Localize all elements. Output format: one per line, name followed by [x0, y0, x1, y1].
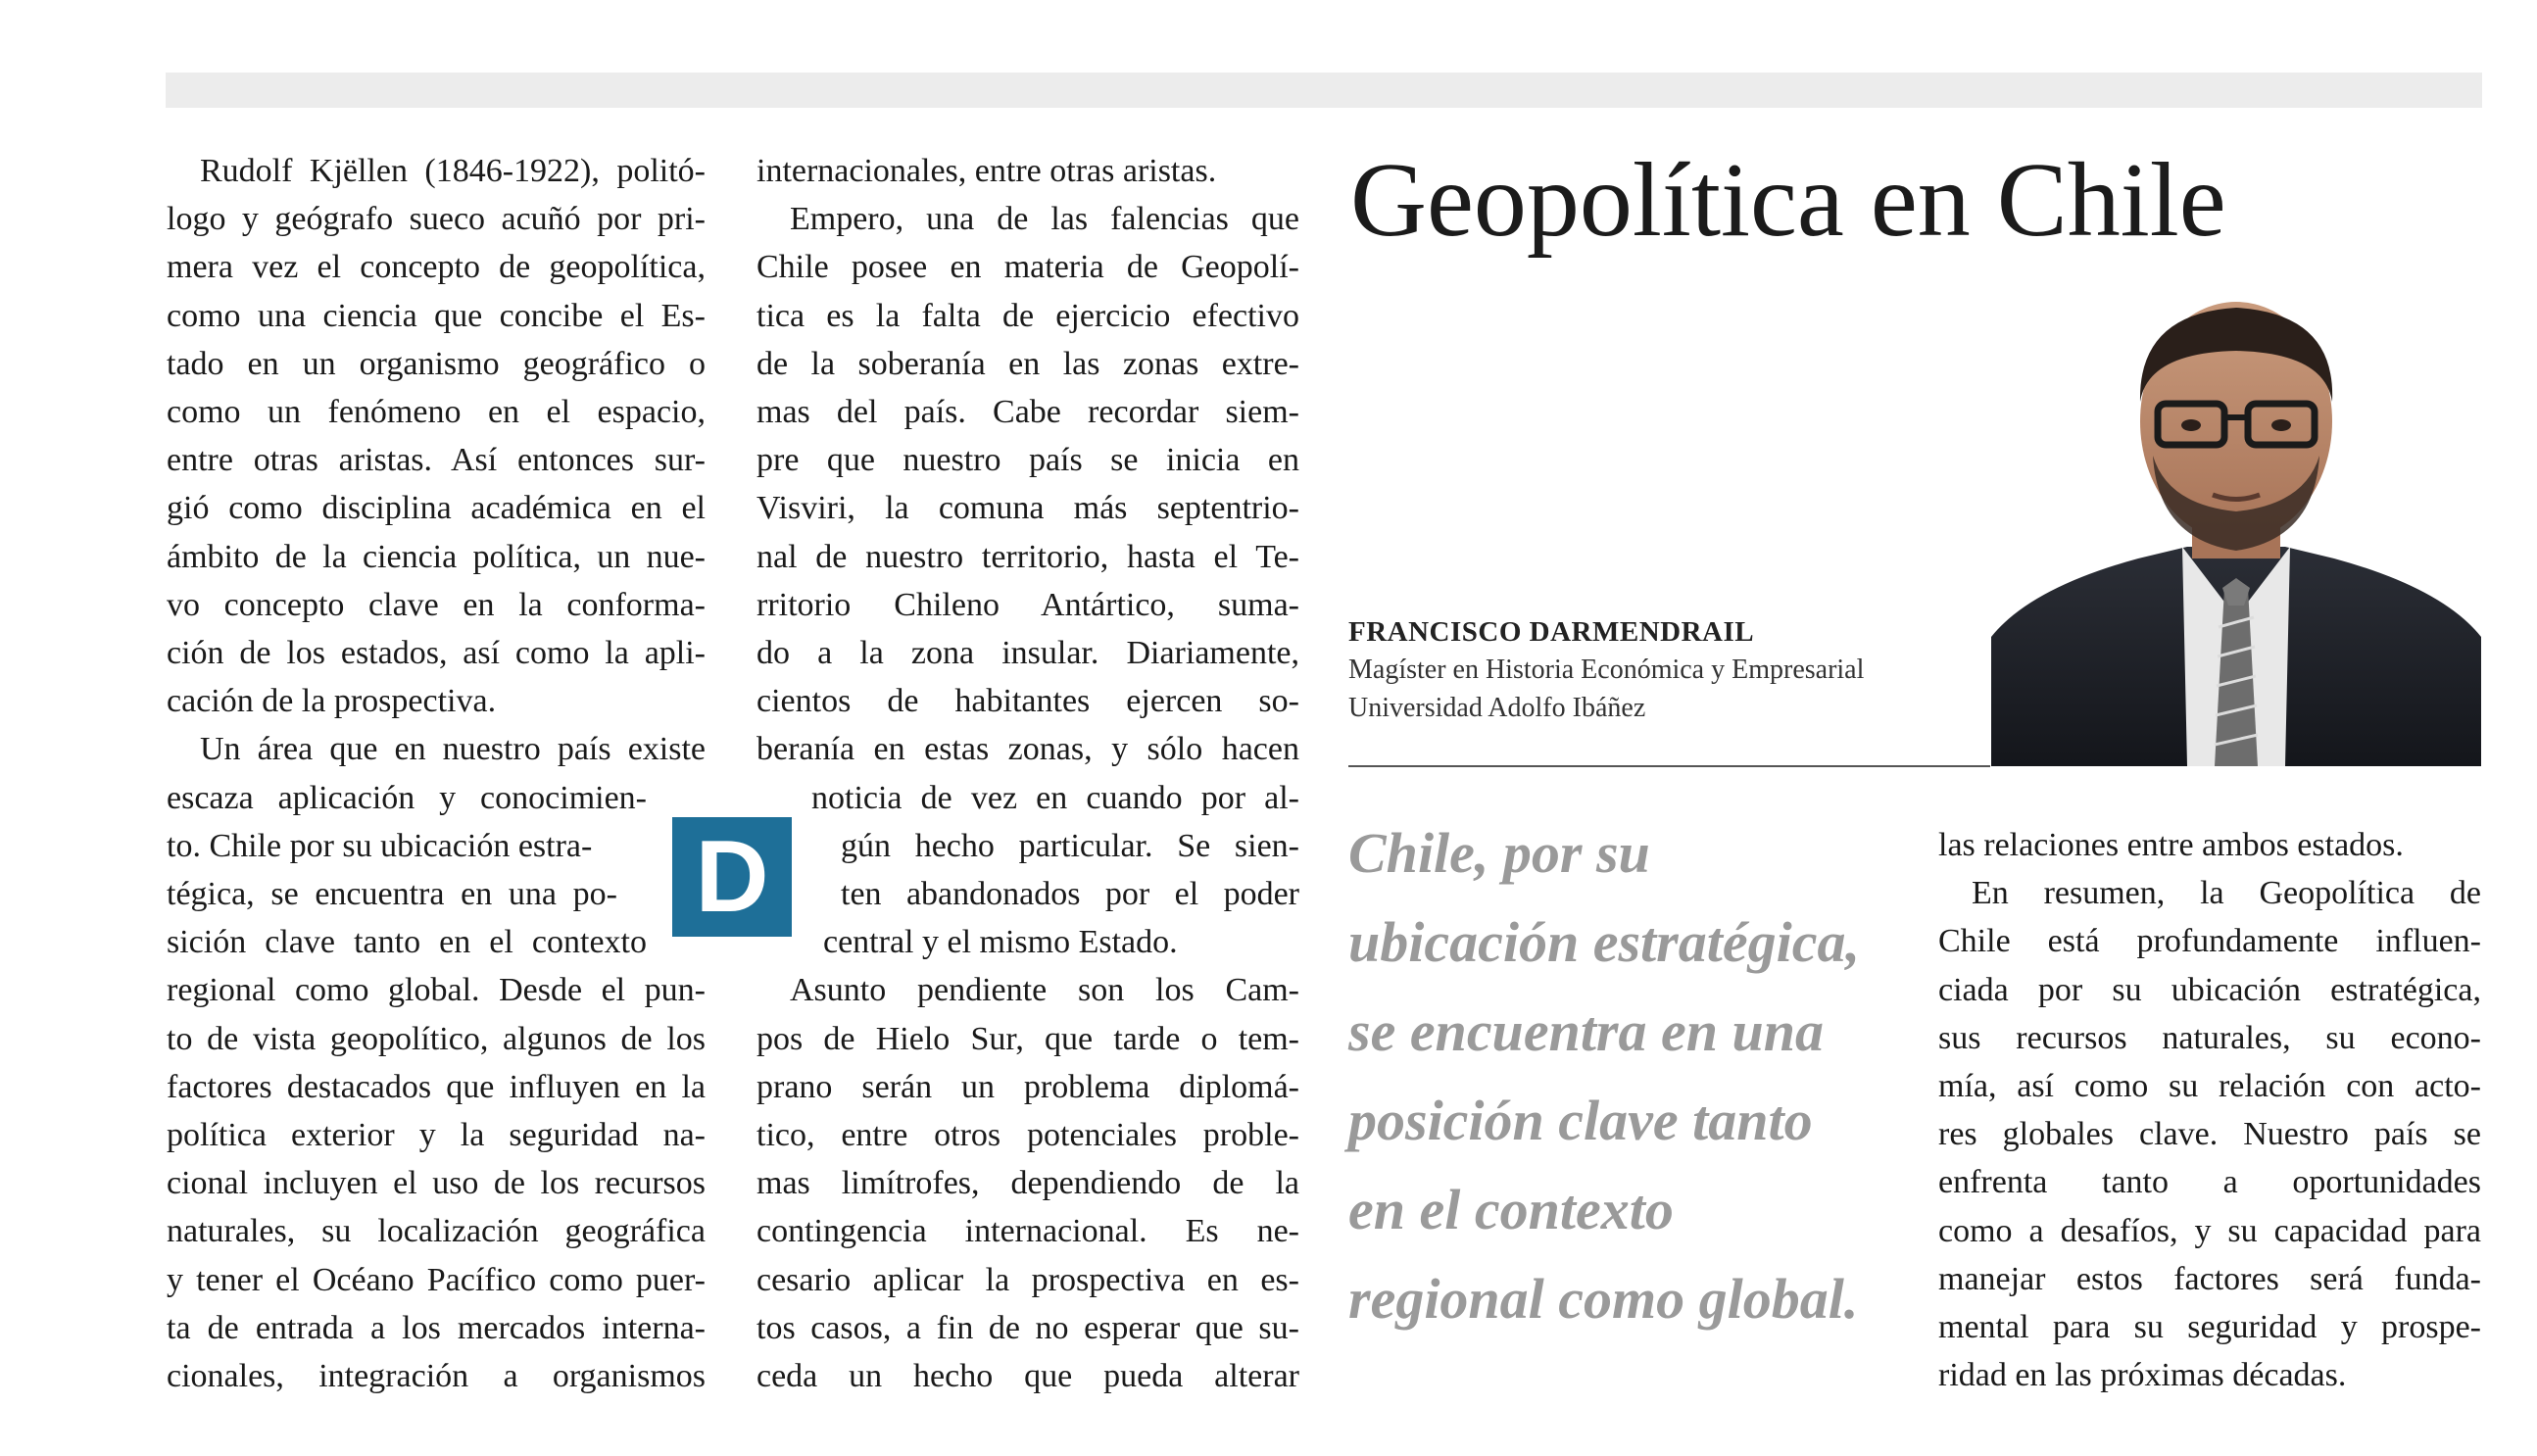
text-line: cional incluyen el uso de los recursos — [167, 1165, 706, 1202]
pull-quote-line: en el contexto — [1348, 1178, 1674, 1241]
text-line: En resumen, la Geopolítica de — [1972, 875, 2481, 912]
text-line: Empero, una de las falencias que — [790, 201, 1299, 238]
pull-quote-line: se encuentra en una — [1348, 999, 1825, 1063]
pull-quote-line: posición clave tanto — [1348, 1089, 1813, 1152]
text-line: de la soberanía en las zonas extre- — [756, 345, 1299, 382]
author-name: FRANCISCO DARMENDRAIL — [1348, 616, 1755, 648]
text-line: y tener el Océano Pacífico como puer- — [167, 1261, 706, 1298]
text-line: tico, entre otros potenciales proble- — [756, 1117, 1299, 1154]
text-line: to. Chile por su ubicación estra- — [167, 827, 593, 864]
text-line: como una ciencia que concibe el Es- — [167, 297, 706, 334]
portrait-illustration — [1991, 294, 2481, 766]
text-line: tado en un organismo geográfico o — [167, 345, 706, 382]
text-line: Asunto pendiente son los Cam- — [790, 972, 1299, 1009]
author-divider — [1348, 765, 1990, 767]
pull-quote-line: ubicación estratégica, — [1348, 910, 1860, 974]
author-block — [1348, 613, 1864, 727]
text-line: central y el mismo Estado. — [823, 924, 1178, 961]
text-line: nal de nuestro territorio, hasta el Te- — [756, 538, 1299, 575]
text-line: mas limítrofes, dependiendo de la — [756, 1165, 1299, 1202]
text-line: cesario aplicar la prospectiva en es- — [756, 1261, 1299, 1298]
text-line: ten abandonados por el poder — [841, 876, 1299, 913]
text-line: internacionales, entre otras aristas. — [756, 153, 1217, 189]
text-line: gún hecho particular. Se sien- — [841, 827, 1299, 864]
text-line: pre que nuestro país se inicia en — [756, 442, 1299, 479]
text-line: factores destacados que influyen en la — [167, 1068, 706, 1105]
pull-quote — [1348, 808, 1897, 1343]
text-line: Chile posee en materia de Geopolí- — [756, 249, 1299, 286]
drop-cap: D — [672, 817, 792, 937]
text-line: ridad en las próximas décadas. — [1938, 1357, 2347, 1394]
text-line: beranía en estas zonas, y sólo hacen — [756, 731, 1299, 768]
text-line: do a la zona insular. Diariamente, — [756, 635, 1299, 672]
text-line: cación de la prospectiva. — [167, 683, 497, 720]
text-line: Rudolf Kjëllen (1846-1922), politó- — [200, 153, 706, 189]
text-line: Un área que en nuestro país existe — [200, 731, 706, 768]
text-line: tégica, se encuentra en una po- — [167, 876, 617, 913]
text-line: tos casos, a fin de no esperar que su- — [756, 1309, 1299, 1346]
text-line: cionales, integración a organismos — [167, 1358, 706, 1395]
top-bar — [166, 73, 2482, 108]
text-line: rritorio Chileno Antártico, suma- — [756, 586, 1299, 623]
text-line: las relaciones entre ambos estados. — [1938, 827, 2404, 863]
article-title: Geopolítica en Chile — [1350, 142, 2226, 259]
text-line: pos de Hielo Sur, que tarde o tem- — [756, 1020, 1299, 1057]
text-line: escaza aplicación y conocimien- — [167, 779, 647, 816]
text-line: noticia de vez en cuando por al- — [811, 779, 1299, 816]
text-line: Chile está profundamente influen- — [1938, 923, 2481, 960]
text-line: tica es la falta de ejercicio efectivo — [756, 297, 1299, 334]
text-line: mía, así como su relación con acto- — [1938, 1068, 2481, 1105]
article-column-3 — [1938, 821, 2481, 1399]
article-column-2 — [756, 147, 1299, 1400]
text-line: mental para su seguridad y prospe- — [1938, 1309, 2481, 1346]
text-line: entre otras aristas. Así entonces sur- — [167, 442, 706, 479]
text-line: res globales clave. Nuestro país se — [1938, 1116, 2481, 1153]
text-line: to de vista geopolítico, algunos de los — [167, 1020, 706, 1057]
text-line: ciada por su ubicación estratégica, — [1938, 971, 2481, 1008]
text-line: contingencia internacional. Es ne- — [756, 1213, 1299, 1250]
pull-quote-line: regional como global. — [1348, 1267, 1859, 1331]
text-line: sición clave tanto en el contexto — [167, 924, 647, 961]
text-line: logo y geógrafo sueco acuñó por pri- — [167, 201, 706, 238]
text-line: ción de los estados, así como la apli- — [167, 635, 706, 672]
text-line: enfrenta tanto a oportunidades — [1938, 1164, 2481, 1201]
pull-quote-line: Chile, por su — [1348, 821, 1650, 885]
text-line: vo concepto clave en la conforma- — [167, 586, 706, 623]
text-line: manejar estos factores será funda- — [1938, 1260, 2481, 1297]
author-institution: Universidad Adolfo Ibáñez — [1348, 693, 1646, 723]
text-line: cientos de habitantes ejercen so- — [756, 683, 1299, 720]
text-line: Visviri, la comuna más septentrio- — [756, 490, 1299, 527]
author-photo — [1991, 294, 2481, 766]
text-line: gió como disciplina académica en el — [167, 490, 706, 527]
text-line: mera vez el concepto de geopolítica, — [167, 249, 706, 286]
text-line: naturales, su localización geográfica — [167, 1213, 706, 1250]
text-line: sus recursos naturales, su econo- — [1938, 1019, 2481, 1056]
text-line: regional como global. Desde el pun- — [167, 972, 706, 1009]
text-line: ceda un hecho que pueda alterar — [756, 1358, 1299, 1395]
text-line: prano serán un problema diplomá- — [756, 1068, 1299, 1105]
text-line: política exterior y la seguridad na- — [167, 1117, 706, 1154]
text-line: ta de entrada a los mercados interna- — [167, 1309, 706, 1346]
text-line: como un fenómeno en el espacio, — [167, 394, 706, 431]
text-line: ámbito de la ciencia política, un nue- — [167, 538, 706, 575]
text-line: como a desafíos, y su capacidad para — [1938, 1212, 2481, 1249]
text-line: mas del país. Cabe recordar siem- — [756, 394, 1299, 431]
article-column-1 — [167, 147, 706, 1400]
author-role: Magíster en Historia Económica y Empresarial — [1348, 655, 1865, 685]
